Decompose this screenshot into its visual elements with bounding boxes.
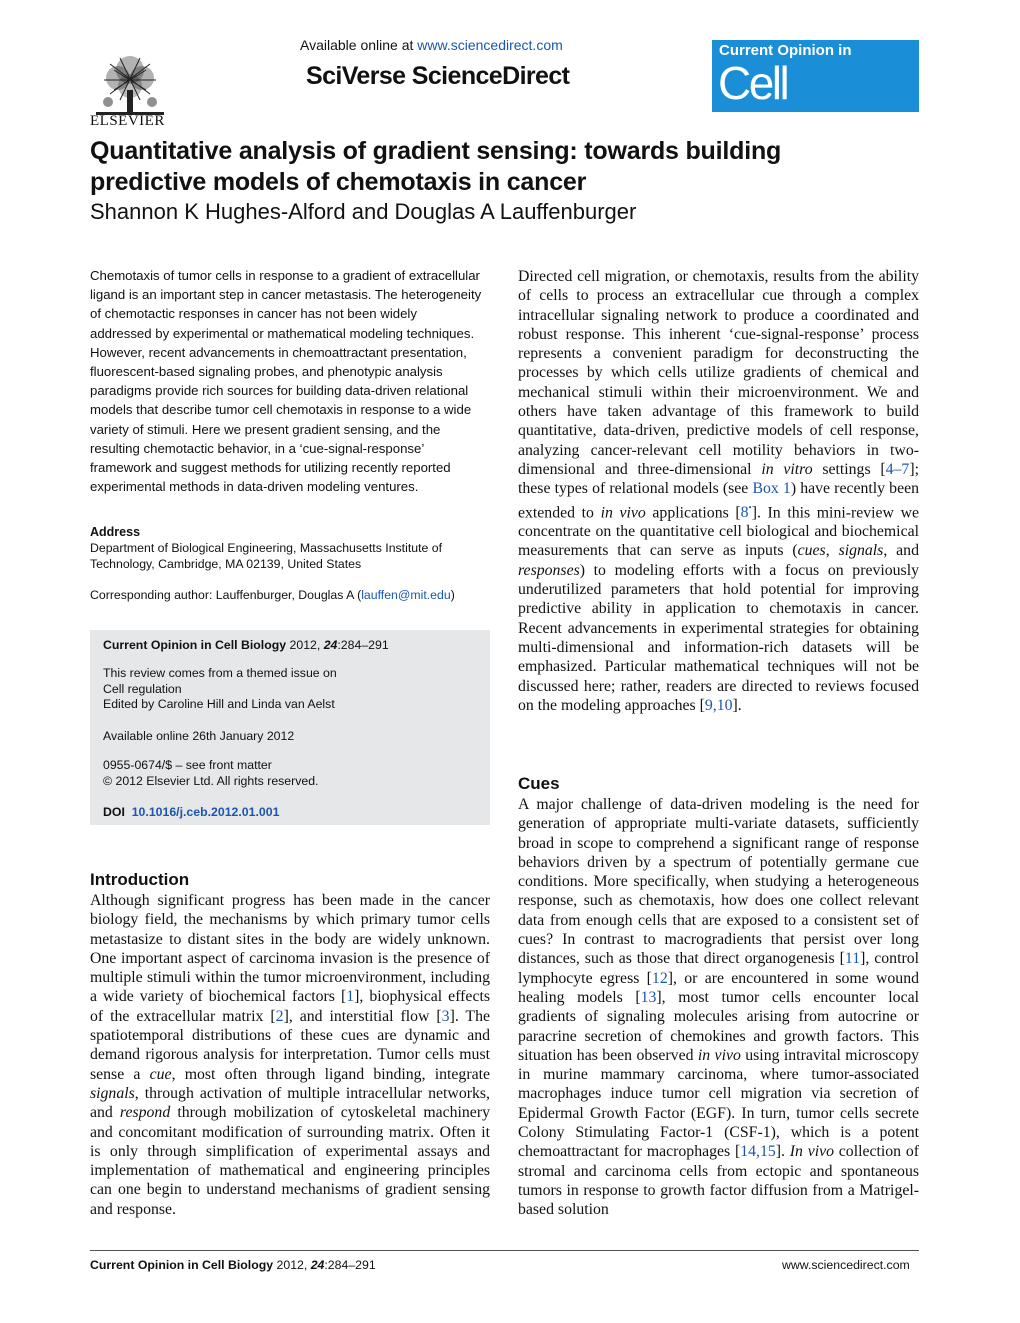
info-themed-line1: This review comes from a themed issue on xyxy=(103,666,337,680)
section-heading-cues: Cues xyxy=(518,774,560,793)
introduction-body: Although significant progress has been made in the cancer biology field, the mechanisms by which primary tumor cells metastasize to distant sites in the body are widely unknown. One important aspect of carcinoma invasion is the presence of multiple stimuli within the tumor microenvironment, including a wide variety of biochemical factors [1], biophysical effects of the extracellular matrix [2], and interstitial flow [3]. The spatiotemporal distributions of these cues are dynamic and demand rigorous analysis for interpretation. Tumor cells must sense a cue, most often through ligand binding, integrate signals, through activation of multiple intracellular networks, and respond through mobilization of cytoskeletal machinery and concomitant modification of surrounding matrix. Often it is only through simplification of experimental assays and implementation of mathematical and engineering principles can one begin to understand mechanisms of gradient sensing and response. xyxy=(90,892,490,1218)
address-block xyxy=(90,524,482,573)
corresponding-prefix: Corresponding author: Lauffenburger, Douglas A ( xyxy=(90,588,362,602)
title-line-2: predictive models of chemotaxis in cancer xyxy=(90,168,587,196)
ref-14-15[interactable]: 14,15 xyxy=(740,1143,776,1161)
info-themed-line2: Cell regulation xyxy=(103,682,182,696)
available-prefix: Available online at xyxy=(300,37,418,53)
ref-11[interactable]: 11 xyxy=(844,950,861,968)
ref-12[interactable]: 12 xyxy=(651,969,668,987)
footer-divider xyxy=(90,1250,919,1251)
platform-wordmark: SciVerse ScienceDirect xyxy=(306,62,570,90)
info-copyright: © 2012 Elsevier Ltd. All rights reserved. xyxy=(103,774,319,788)
article-authors: Shannon K Hughes-Alford and Douglas A Lauffenburger xyxy=(90,199,637,224)
ref-13[interactable]: 13 xyxy=(640,988,657,1006)
ref-2[interactable]: 2 xyxy=(275,1007,284,1025)
ref-4-7[interactable]: 4–7 xyxy=(885,460,910,478)
info-journal: Current Opinion in Cell Biology xyxy=(103,638,287,652)
available-online xyxy=(300,37,563,53)
info-year: 2012, xyxy=(286,638,324,652)
title-line-1: Quantitative analysis of gradient sensing: towards building xyxy=(90,137,782,165)
doi-link[interactable]: 10.1016/j.ceb.2012.01.001 xyxy=(131,805,280,819)
doi-label: DOI xyxy=(103,805,125,819)
footer-url[interactable]: www.sciencedirect.com xyxy=(782,1258,910,1272)
journal-logo-line1: Current Opinion in xyxy=(719,42,852,59)
ref-8[interactable]: 8• xyxy=(740,502,752,521)
box-1-link[interactable]: Box 1 xyxy=(752,480,791,498)
corresponding-author xyxy=(90,587,490,603)
article-info-box xyxy=(90,630,490,825)
address-line-1: Department of Biological Engineering, Massachusetts Institute of xyxy=(90,541,443,556)
sciencedirect-link[interactable]: www.sciencedirect.com xyxy=(417,37,563,53)
ref-3[interactable]: 3 xyxy=(441,1007,450,1025)
author-email-link[interactable]: lauffen@mit.edu xyxy=(361,588,451,602)
footer-journal: Current Opinion in Cell Biology xyxy=(90,1258,274,1272)
footer-citation xyxy=(90,1258,376,1272)
journal-logo-line2: Cell Biology xyxy=(718,57,852,161)
body-paragraph-1: Directed cell migration, or chemotaxis, results from the ability of cells to process an extracellular cue through a complex intracellular signaling network to produce a coordinated and robust response. This inherent ‘cue-signal-response’ process represents a convenient paradigm for deconstructing the processes by which cells utilize gradients of chemical and mechanical stimuli within their microenvironment. We and others have taken advantage of this framework to build quantitative, data-driven, predictive models of cell response, analyzing cancer-relevant cell motility behaviors in two-dimensional and three-dimensional in vitro settings [4–7]; these types of relational models (see Box 1) have recently been extended to in vivo applications [8•]. In this mini-review we concentrate on the quantitative cell biological and biochemical measurements that can serve as inputs (cues, signals, and responses) to modeling efforts with a focus on previously underutilized parameters that hold potential for improving predictive ability in application to chemotaxis in cancer. Recent advancements in experimental strategies for obtaining multi-dimensional and information-rich datasets will be emphasized. Particular mathematical techniques will not be discussed here; rather, readers are directed to reviews focused on the modeling approaches [9,10]. xyxy=(518,268,920,714)
footer-pages: :284–291 xyxy=(324,1258,376,1272)
address-heading: Address xyxy=(90,525,141,539)
footer-year: 2012, xyxy=(273,1258,311,1272)
abstract: Chemotaxis of tumor cells in response to a gradient of extracellular ligand is an important step in cancer metastasis. The heterogeneity of chemotactic responses in cancer has not been widely addressed by experimental or mathematical modeling techniques. However, recent advancements in chemoattractant presentation, fluorescent-based signaling probes, and phenotypic analysis paradigms provide rich sources for building data-driven relational models that describe tumor cell chemotaxis in response to a wide variety of stimuli. Here we present gradient sensing, and the resulting chemotactic behavior, in a ‘cue-signal-response’ framework and suggest methods for utilizing recently reported experimental methods in data-driven modeling ventures. xyxy=(90,268,482,495)
ref-1[interactable]: 1 xyxy=(346,988,355,1006)
info-editors: Edited by Caroline Hill and Linda van Aelst xyxy=(103,697,335,711)
info-doi xyxy=(103,805,279,821)
footer-volume: 24 xyxy=(310,1258,325,1272)
publisher-wordmark: ELSEVIER xyxy=(90,113,165,129)
info-volume: 24 xyxy=(323,638,338,652)
section-heading-introduction: Introduction xyxy=(90,870,190,889)
journal-logo xyxy=(712,40,919,161)
info-pages: :284–291 xyxy=(337,638,389,652)
address-line-2: Technology, Cambridge, MA 02139, United States xyxy=(90,557,362,572)
article-title xyxy=(90,136,930,198)
info-issn: 0955-0674/$ – see front matter xyxy=(103,758,272,772)
ref-9-10[interactable]: 9,10 xyxy=(704,696,733,714)
info-available: Available online 26th January 2012 xyxy=(103,729,295,743)
corresponding-suffix: ) xyxy=(450,588,455,602)
cues-body: A major challenge of data-driven modeling is the need for generation of appropriate multi-variate datasets, sufficiently broad in scope to comprehend a significant range of response behaviors driven by a spectrum of potentially germane cue conditions. More specifically, when studying a heterogeneous response, such as chemotaxis, how does one collect relevant data from enough cells that are exposed to a consistent set of cues? In contrast to macrogradients that persist over long distances, such as those that direct organogenesis [11], control lymphocyte egress [12], or are encountered in some wound healing models [13], most tumor cells encounter local gradients of signaling molecules arising from autocrine or paracrine secretion of chemokines and growth factors. This situation has been observed in vivo using intravital microscopy in murine mammary carcinoma, where tumor-associated macrophages induce tumor cell migration via secretion of Epidermal Growth Factor (EGF). In turn, tumor cells secrete Colony Stimulating Factor-1 (CSF-1), which is a potent chemoattractant for macrophages [14,15]. In vivo collection of stromal and carcinoma cells from ectopic and spontaneous tumors in response to growth factor diffusion from a Matrigel-based solution xyxy=(518,796,920,1219)
info-citation xyxy=(103,638,389,654)
